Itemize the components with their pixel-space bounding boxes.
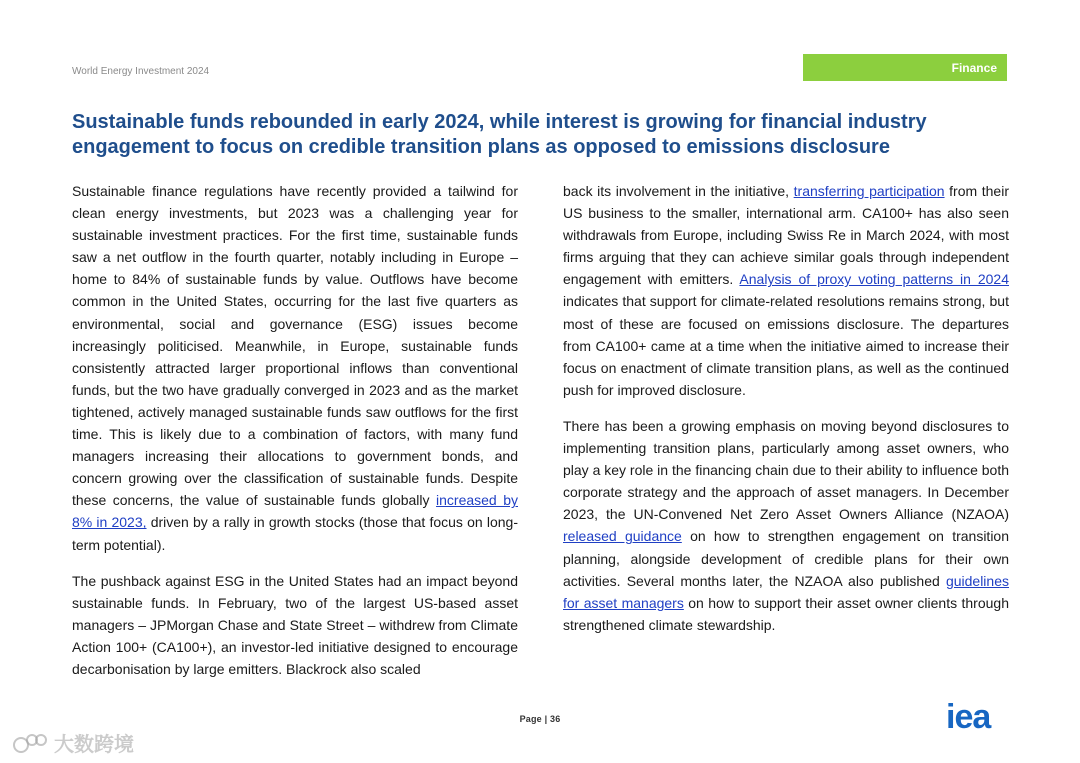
guidelines-for-asset-managers-link[interactable]: guidelines for asset managers [563,572,1009,611]
page-title-line-1: Sustainable funds rebounded in early 2024, while interest is growing for financial industry [72,111,927,133]
transferring-participation-link[interactable]: transferring participation [793,183,945,199]
watermark-text: 大数跨境 [54,734,134,756]
right-p1-text-b: from their US business to the smaller, international arm. CA100+ has also seen withdrawals from Europe, including Swiss Re in March 2024, with most firms arguing that they can achieve similar goals through independent engagement with emitters. [563,183,1009,288]
section-badge-label: Finance [951,60,997,75]
watermark-icon [12,731,48,755]
page-title-line-2: engagement to focus on credible transition plans as opposed to emissions disclosure [72,136,890,158]
watermark [12,728,134,757]
right-column [563,180,1009,650]
left-p1-text-a: Sustainable finance regulations have recently provided a tailwind for clean energy investments, but 2023 was a challenging year for sustainable investment practices. For the first time, sustainable funds saw a net outflow in the fourth quarter, notably including in Europe – home to 84% of sustainable funds by value. Outflows have become common in the United States, occurring for the last five quarters as environmental, social and governance (ESG) issues become increasingly politicised. Meanwhile, in Europe, sustainable funds consistently attracted larger proportional inflows than conventional funds, but the two have gradually converged in 2023 and as the market tightened, actively managed sustainable funds saw outflows for the first time. This is likely due to a combination of factors, with many fund managers increasing their allocations to government bonds, and concern growing over the classification of sustainable funds. Despite these concerns, the value of sustainable funds globally [72,183,518,509]
left-paragraph-2: The pushback against ESG in the United States had an impact beyond sustainable funds. In February, two of the largest US-based asset managers – JPMorgan Chase and State Street – withdrew from Climate Action 100+ (CA100+), an investor-led initiative designed to encourage decarbonisation by large emitters. Blackrock also scaled [72,572,518,677]
page-title [72,110,1012,160]
right-p1-text-a: back its involvement in the initiative, [563,183,794,199]
right-p1-text-c: indicates that support for climate-related resolutions remains strong, but most of these are focused on emissions disclosure. The departures from CA100+ came at a time when the initiative aimed to increase their focus on enactment of climate transition plans, as well as the continued push for improved disclosure. [563,293,1009,398]
report-title: World Energy Investment 2024 [72,66,210,77]
page-number: Page | 36 [519,714,561,724]
increased-by-8-percent-link[interactable]: increased by 8% in 2023, [72,492,518,531]
right-paragraph-1 [563,180,1009,401]
released-guidance-link[interactable]: released guidance [563,528,682,545]
proxy-voting-analysis-link[interactable]: Analysis of proxy voting patterns in 2024 [739,271,1009,288]
left-paragraph-1 [72,180,518,556]
left-p1-text-b: driven by a rally in growth stocks (those that focus on long-term potential). [72,514,518,553]
right-p2-text-a: There has been a growing emphasis on moving beyond disclosures to implementing transition plans, particularly among asset owners, who play a key role in the financing chain due to their ability to influence both corporate strategy and the approach of asset managers. In December 2023, the UN-Convened Net Zero Asset Owners Alliance (NZAOA) [563,417,1009,523]
left-column [72,180,518,694]
iea-logo: iea [946,698,991,736]
right-p2-text-b: on how to strengthen engagement on transition planning, alongside development of credible plans for their own activities. Several months later, the NZAOA also published [563,528,1010,589]
section-badge [803,54,1007,81]
right-p2-text-c: on how to support their asset owner clients through strengthened climate stewardship. [563,594,1009,633]
right-paragraph-2 [563,415,1009,636]
